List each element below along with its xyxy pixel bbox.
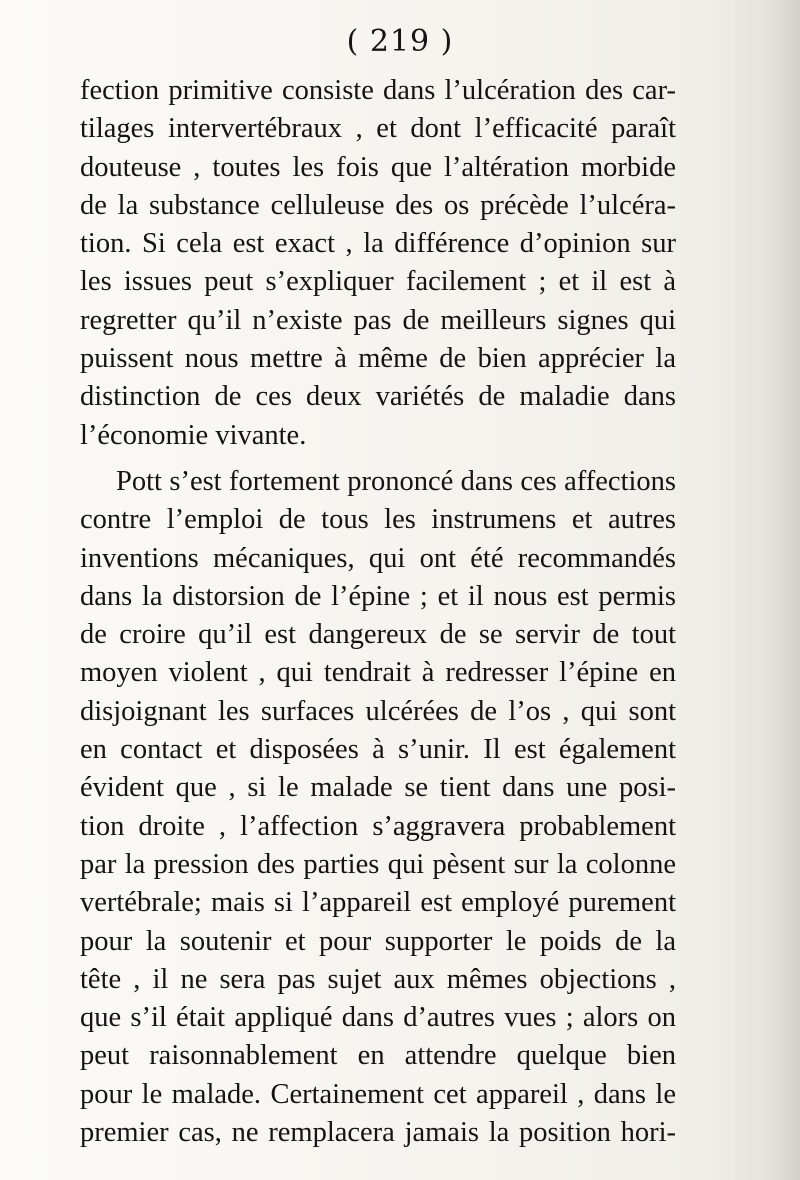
- text-line: évident que , si le malade se tient dans une posi-: [80, 772, 676, 804]
- text-line: premier cas, ne remplacera jamais la position hori-: [80, 1117, 676, 1149]
- paragraph: [80, 463, 676, 1152]
- text-line: que s’il était appliqué dans d’autres vues ; alors on: [80, 1002, 676, 1034]
- text-line: de croire qu’il est dangereux de se servir de tout: [80, 619, 676, 651]
- text-line: tion. Si cela est exact , la différence d’opinion sur: [80, 228, 676, 260]
- text-line: les issues peut s’expliquer facilement ; et il est à: [80, 266, 676, 298]
- text-line: inventions mécaniques, qui ont été recommandés: [80, 542, 676, 574]
- text-line: peut raisonnablement en attendre quelque bien: [80, 1040, 676, 1072]
- text-line: pour la soutenir et pour supporter le poids de la: [80, 925, 676, 957]
- paragraph-gap: [80, 455, 676, 463]
- text-line: l’économie vivante.: [80, 419, 307, 451]
- text-line: regretter qu’il n’existe pas de meilleurs signes qui: [80, 304, 676, 336]
- text-line: en contact et disposées à s’unir. Il est également: [80, 734, 676, 766]
- text-line: vertébrale; mais si l’appareil est employé purement: [80, 887, 676, 919]
- text-line: disjoignant les surfaces ulcérées de l’os , qui sont: [80, 695, 676, 727]
- text-line: tilages intervertébraux , et dont l’efficacité paraît: [80, 113, 676, 145]
- text-line: fection primitive consiste dans l’ulcération des car-: [80, 75, 676, 106]
- text-line: distinction de ces deux variétés de maladie dans: [80, 381, 676, 413]
- text-line: tion droite , l’affection s’aggravera probablement: [80, 810, 676, 842]
- text-line: dans la distorsion de l’épine ; et il nous est permis: [80, 580, 676, 612]
- text-line: tête , il ne sera pas sujet aux mêmes objections ,: [80, 963, 676, 995]
- text-line: de la substance celluleuse des os précède l’ulcéra-: [80, 189, 676, 221]
- text-line: pour le malade. Certainement cet appareil , dans le: [80, 1078, 676, 1110]
- text-line: par la pression des parties qui pèsent sur la colonne: [80, 848, 676, 880]
- page-number: ( 219 ): [346, 24, 454, 59]
- text-line: moyen violent , qui tendrait à redresser l’épine en: [80, 657, 676, 689]
- text-line: douteuse , toutes les fois que l’altération morbide: [80, 151, 676, 183]
- text-line: puissent nous mettre à même de bien apprécier la: [80, 343, 676, 375]
- paragraph: [80, 72, 676, 455]
- text-line: contre l’emploi de tous les instrumens et autres: [80, 504, 676, 536]
- body-text: [80, 72, 676, 1152]
- text-line: Pott s’est fortement prononcé dans ces affections: [116, 465, 676, 497]
